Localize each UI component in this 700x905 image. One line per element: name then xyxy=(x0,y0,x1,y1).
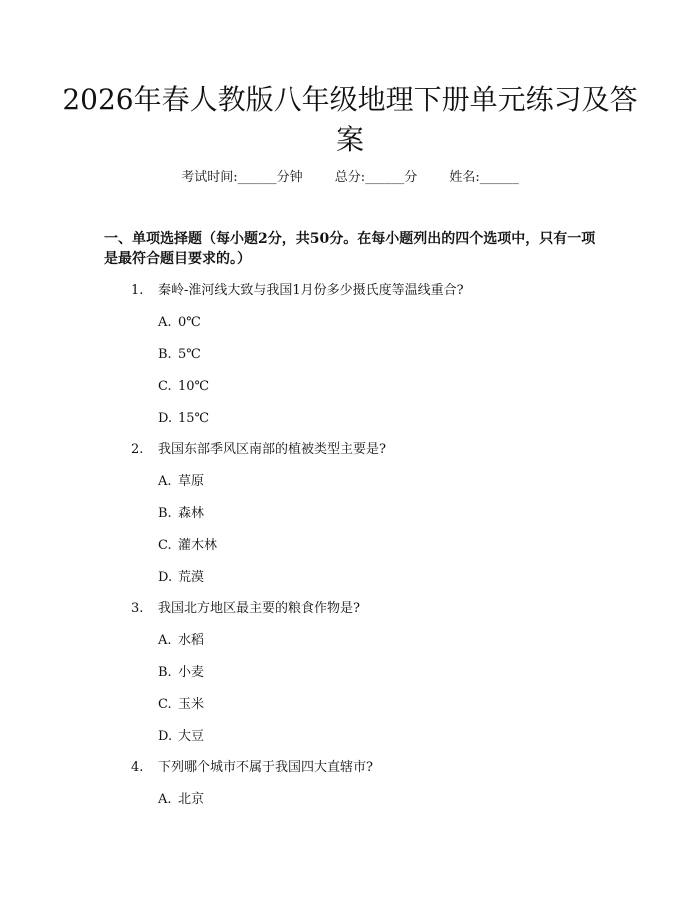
option xyxy=(158,377,209,397)
option-text: 草原 xyxy=(178,474,205,489)
option-text: 0℃ xyxy=(178,315,201,330)
option-letter: B. xyxy=(158,665,172,680)
option xyxy=(158,568,204,588)
question-text: 下列哪个城市不属于我国四大直辖市? xyxy=(158,760,373,775)
question-number: 2. xyxy=(131,442,144,457)
question xyxy=(131,440,386,460)
question-text: 我国东部季风区南部的植被类型主要是? xyxy=(158,442,386,457)
exam-meta xyxy=(0,168,700,188)
option-text: 5℃ xyxy=(178,347,201,362)
option-letter: D. xyxy=(158,729,173,744)
option xyxy=(158,472,204,492)
option-letter: A. xyxy=(158,315,172,330)
option-text: 北京 xyxy=(178,792,205,807)
option xyxy=(158,345,201,365)
option-letter: C. xyxy=(158,538,172,553)
question-number: 4. xyxy=(131,760,144,775)
name-blank: ______ xyxy=(479,170,519,185)
option xyxy=(158,727,204,747)
question xyxy=(131,599,360,619)
name-label: 姓名: xyxy=(449,170,480,185)
section-heading: 一、单项选择题（每小题2分，共50分。在每小题列出的四个选项中，只有一项是最符合题目要求的。） xyxy=(104,231,596,267)
exam-time-blank: ______ xyxy=(237,170,277,185)
total-score-field xyxy=(335,168,417,188)
option-text: 荒漠 xyxy=(178,570,205,585)
option-text: 森林 xyxy=(178,506,205,521)
option xyxy=(158,631,204,651)
name-field xyxy=(449,168,518,188)
question-text: 我国北方地区最主要的粮食作物是? xyxy=(158,601,360,616)
option-letter: A. xyxy=(158,633,172,648)
option-letter: C. xyxy=(158,697,172,712)
exam-time-unit: 分钟 xyxy=(276,170,303,185)
question-text: 秦岭-淮河线大致与我国1月份多少摄氏度等温线重合? xyxy=(158,283,464,298)
option-letter: B. xyxy=(158,506,172,521)
total-score-label: 总分: xyxy=(334,170,366,185)
question-number: 3. xyxy=(131,601,144,616)
option-text: 玉米 xyxy=(178,697,205,712)
option-text: 灌木林 xyxy=(178,538,218,553)
option xyxy=(158,790,204,810)
exam-time-field xyxy=(181,168,302,188)
option xyxy=(158,504,204,524)
option-text: 10℃ xyxy=(178,379,210,394)
option xyxy=(158,313,201,333)
exam-time-label: 考试时间: xyxy=(181,170,238,185)
option-letter: D. xyxy=(158,570,173,585)
option-text: 大豆 xyxy=(178,729,205,744)
option-letter: C. xyxy=(158,379,172,394)
document-title: 2026年春人教版八年级地理下册单元练习及答案 xyxy=(62,83,638,156)
option xyxy=(158,409,209,429)
question-number: 1. xyxy=(131,283,144,298)
option-letter: A. xyxy=(158,474,172,489)
total-score-unit: 分 xyxy=(404,170,418,185)
option-text: 15℃ xyxy=(178,411,210,426)
option-letter: B. xyxy=(158,347,172,362)
question xyxy=(131,758,373,778)
option-letter: A. xyxy=(158,792,172,807)
option xyxy=(158,663,204,683)
option xyxy=(158,536,217,556)
total-score-blank: ______ xyxy=(365,170,405,185)
option-text: 水稻 xyxy=(178,633,205,648)
question xyxy=(131,281,464,301)
option-letter: D. xyxy=(158,411,173,426)
option-text: 小麦 xyxy=(178,665,205,680)
option xyxy=(158,695,204,715)
